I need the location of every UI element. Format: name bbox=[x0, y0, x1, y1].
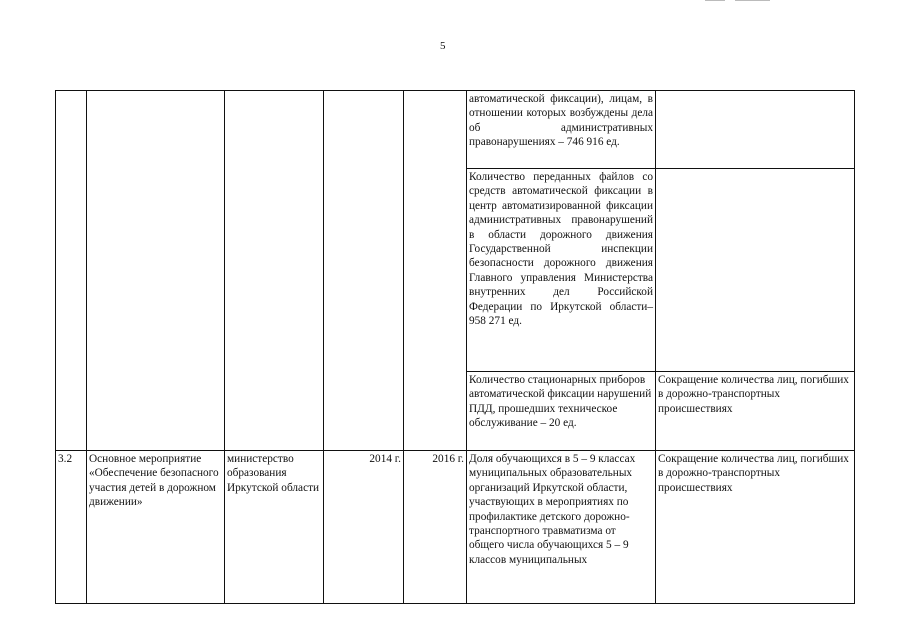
cell-start-year: 2014 г. bbox=[324, 451, 404, 604]
cell-result bbox=[656, 169, 855, 372]
table-row bbox=[56, 451, 855, 604]
cell-end-year bbox=[404, 91, 467, 451]
cell-measure-name: Основное мероприятие «Обеспечение безопасного участия детей в дорожном движении» bbox=[87, 451, 225, 604]
program-measures-table bbox=[55, 90, 855, 604]
cell-measure-name bbox=[87, 91, 225, 451]
cell-indicator: автоматической фиксации), лицам, в отношении которых возбуждены дела об административных правонарушениях – 746 916 ед. bbox=[467, 91, 656, 169]
cell-indicator: Количество стационарных приборов автоматической фиксации нарушений ПДД, прошедших техническое обслуживание – 20 ед. bbox=[467, 372, 656, 451]
cell-start-year bbox=[324, 91, 404, 451]
scan-artifact-line bbox=[705, 0, 725, 1]
page-number: 5 bbox=[440, 40, 446, 52]
cell-result: Сокращение количества лиц, погибших в дорожно-транспортных происшествиях bbox=[656, 372, 855, 451]
cell-number: 3.2 bbox=[56, 451, 87, 604]
cell-executor: министерство образования Иркутской области bbox=[225, 451, 324, 604]
cell-indicator: Доля обучающихся в 5 – 9 классах муниципальных образовательных организаций Иркутской области, участвующих в мероприятиях по профилактике детского дорожно-транспортного травматизма от общего числа обучающихся 5 – 9 классов муниципальных bbox=[467, 451, 656, 604]
table-row bbox=[56, 91, 855, 169]
cell-number bbox=[56, 91, 87, 451]
cell-result: Сокращение количества лиц, погибших в дорожно-транспортных происшествиях bbox=[656, 451, 855, 604]
cell-executor bbox=[225, 91, 324, 451]
scan-artifact-line bbox=[735, 0, 770, 1]
cell-end-year: 2016 г. bbox=[404, 451, 467, 604]
cell-result bbox=[656, 91, 855, 169]
cell-indicator: Количество переданных файлов со средств автоматической фиксации в центр автоматизированной фиксации административных правонарушений в области дорожного движения Государственной инспекции безопасности дорожного движения Главного управления Министерства внутренних дел Российской Федерации по Иркутской области– 958 271 ед. bbox=[467, 169, 656, 372]
